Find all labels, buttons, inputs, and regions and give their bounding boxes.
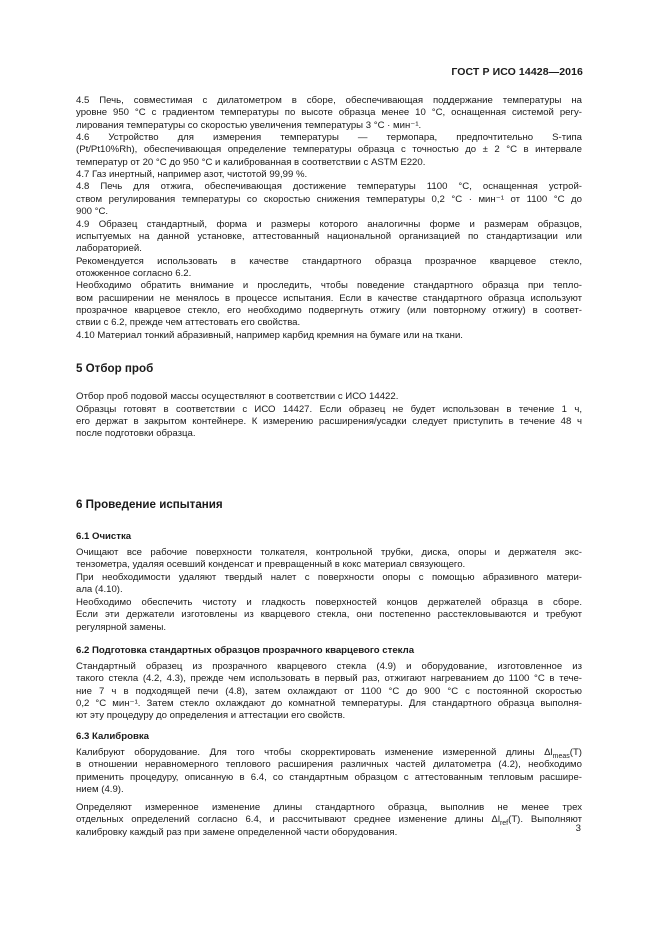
subscript: meas [552,752,570,760]
text-line: Определяют измеренное изменение длины стандартного образца, выполнив не менее трех [76,802,582,813]
calibration-paragraph-1 [76,747,582,796]
text-line: его держат в закрытом контейнере. К измерению расширения/усадки следует приступить в течение 48 ч [76,415,582,427]
section-5-paragraph-2 [76,404,582,441]
cleaning-paragraph-1 [76,547,582,572]
text-line: отожженное согласно 6.2. [76,267,192,279]
subsection-6-2-heading: 6.2 Подготовка стандартных образцов прозрачного кварцевого стекла [76,645,415,656]
recommendation-paragraph [76,256,582,281]
section-5-heading: 5 Отбор проб [76,362,154,375]
text-line: Отбор проб подовой массы осуществляют в соответствии с ИСО 14422. [76,391,399,402]
text-line: лирования температуры со скоростью увеличения температуры 3 °С · мин⁻¹. [76,119,422,131]
text-line: 4.6 Устройство для измерения температуры — термопара, предпочтительно S-типа [76,132,582,144]
text-line: (Pt/Pt10%Rh), обеспечивающая определение температуры образца с точностью до ± 2 °С в интервале [76,144,582,156]
text-line: 4.9 Образец стандартный, форма и размеры которого аналогичны форме и размерам образцов, [76,218,582,230]
text-fragment: (T) [569,747,582,758]
text-line: прозрачное кварцевое стекло, его необходимо подвергнуть отжигу (или повторному отжигу) в соответ- [76,304,582,316]
text-line: температур от 20 °С до 950 °С и калиброванная в соответствии с ASTM Е220. [76,156,426,168]
text-line: Если эти держатели изготовлены из кварцевого стекла, они постепенно расстекловываются и требуют [76,609,582,621]
text-line: ние 7 ч в подходящей печи (4.8), затем охлаждают от 1100 °С до 900 °С с постоянной скоростью [76,685,582,697]
item-4-10 [76,330,582,342]
text-line: лабораторией. [76,243,142,255]
text-line: 4.10 Материал тонкий абразивный, например карбид кремния на бумаге или на ткани. [76,329,463,341]
text-line: 0,2 °С мин⁻¹. Затем стекло охлаждают до комнатной температуры. Для стандартного образца выполня- [76,698,582,710]
text-line: При необходимости удаляют твердый налет с поверхности опоры с помощью абразивного матери- [76,572,582,583]
text-fragment: отдельных определений согласно 6.4, и рассчитывают среднее изменение длины Δl [76,814,500,826]
text-line: 900 °С. [76,206,109,218]
note-paragraph [76,280,582,329]
text-line: ствии с 6.2, прежде чем аттестовать его свойства. [76,317,301,329]
text-line [76,814,582,826]
text-line: ала (4.10). [76,584,123,596]
annealing-paragraph [76,661,582,723]
text-fragment: (T). Выполняют [508,814,582,826]
item-4-9 [76,219,582,256]
text-line: 4.7 Газ инертный, например азот, чистотой 99,99 %. [76,169,308,181]
subsection-6-1-heading: 6.1 Очистка [76,531,132,542]
subsection-6-3-heading: 6.3 Калибровка [76,731,149,742]
text-line: испытуемых на данной установке, аттестованный национальной организацией по стандартизации или [76,230,582,242]
item-4-8 [76,181,582,218]
page-number: 3 [575,823,581,834]
text-line: Образцы готовят в соответствии с ИСО 14427. Если образец не будет использован в течение 1 ч, [76,403,582,415]
text-line [76,747,582,759]
text-line: вом расширении не менялось в процессе испытания. Если в качестве стандартного образца используют [76,292,582,304]
text-line: ством регулирования температуры со скоростью снижения температуры 0,2 °С · мин⁻¹ от 1100 °С до [76,193,582,205]
text-line: Рекомендуется использовать в качестве стандартного образца прозрачное кварцевое стекло, [76,255,582,267]
text-line: калибровку каждый раз при замене определенной части оборудования. [76,826,398,838]
text-line: ют эту процедуру до определения и аттестации его свойств. [76,710,346,722]
text-line: Очищают все рабочие поверхности толкателя, контрольной трубки, диска, опоры и держателя экс- [76,547,582,558]
cleaning-paragraph-3 [76,597,582,634]
text-line: в отношении неравномерного теплового расширения различных частей дилатометра (4.2), необходимо [76,759,582,771]
section-5-paragraph-1 [76,391,582,403]
calibration-paragraph-2 [76,802,582,839]
text-line: нием (4.9). [76,784,124,796]
text-line: применить процедуру, описанную в 6.4, со стандартным образцом с аттестованным тепловым расшире- [76,771,582,783]
subscript: ref [499,820,509,828]
text-line: такого стекла (4.2, 4.3), прежде чем использовать в первый раз, отжигают нагреванием до 1100 °С в тече- [76,673,582,685]
text-line: тензометра, удаляя осевший конденсат и превращенный в кокс материал связующего. [76,559,466,571]
text-line: Стандартный образец из прозрачного кварцевого стекла (4.9) и оборудование, изготовленное из [76,661,582,672]
text-line: регулярной замены. [76,621,167,633]
text-fragment: Калибруют оборудование. Для того чтобы скорректировать изменение измеренной длины Δl [76,747,553,758]
item-4-7 [76,169,582,181]
text-line: Необходимо обратить внимание и проследить, чтобы поведение стандартного образца при тепло- [76,280,582,292]
cleaning-paragraph-2 [76,572,582,597]
standard-code-header: ГОСТ Р ИСО 14428—2016 [451,66,583,78]
text-line: 4.8 Печь для отжига, обеспечивающая достижение температуры 1100 °С, оснащенная устрой- [76,181,582,193]
text-line: Необходимо обеспечить чистоту и гладкость поверхностей концов держателей образца в сборе. [76,597,582,608]
item-4-6 [76,132,582,169]
section-6-heading: 6 Проведение испытания [76,498,223,511]
text-line: уровне 950 °С с градиентом температуры по высоте образца менее 10 °С, оснащенная системой регу- [76,107,582,119]
item-4-5 [76,95,582,132]
text-line: после подготовки образца. [76,428,196,440]
text-line: 4.5 Печь, совместимая с дилатометром в сборе, обеспечивающая поддержание температуры на [76,95,582,106]
